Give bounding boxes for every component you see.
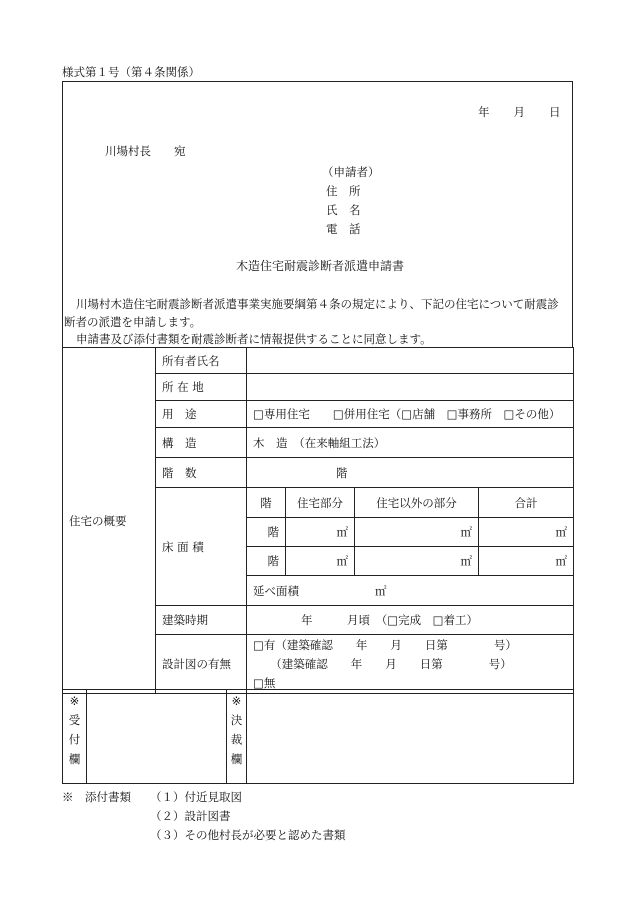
attachment-item: （１）付近見取図 (150, 790, 242, 804)
owner-label: 所有者氏名 (156, 348, 247, 374)
date-day: 日 (549, 105, 561, 119)
attachment-item: （２）設計図書 (150, 809, 231, 823)
floor-table-header-non-residential: 住宅以外の部分 (355, 488, 479, 518)
design-options[interactable] (247, 635, 574, 694)
design-line-1: □有（建築確認 年 月 日第 号） (253, 638, 517, 652)
owner-field[interactable] (247, 348, 574, 374)
total-area-label: 延べ面積 (253, 583, 299, 598)
design-label: 設計図の有無 (156, 635, 247, 694)
floor-row-1-floor[interactable]: 階 (247, 518, 286, 547)
reception-field[interactable] (87, 690, 227, 784)
use-label: 用 途 (156, 401, 247, 428)
reception-label-cell (63, 690, 87, 784)
consent-text: 申請書及び添付書類を耐震診断者に情報提供することに同意します。 (76, 332, 432, 346)
reception-decision-table (62, 689, 574, 784)
floor-row-1-residential[interactable]: ㎡ (286, 518, 355, 547)
built-label: 建築時期 (156, 606, 247, 635)
body-text-line2: 断者の派遣を申請します。 (64, 315, 202, 329)
floor-row-2-floor[interactable]: 階 (247, 547, 286, 576)
location-field[interactable] (247, 374, 574, 401)
built-field[interactable] (247, 606, 574, 635)
use-options[interactable]: □専用住宅 □併用住宅（□店舗 □事務所 □その他） (247, 401, 574, 428)
floor-area-label: 床 面 積 (156, 488, 247, 606)
date-year: 年 (478, 105, 490, 119)
floor-row-2-total[interactable]: ㎡ (479, 547, 574, 576)
addressee: 川場村長 宛 (105, 144, 186, 158)
housing-overview-table (62, 347, 574, 694)
floor-row-2-residential[interactable]: ㎡ (286, 547, 355, 576)
applicant-name-label: 氏 名 (326, 203, 361, 217)
applicant-heading: （申請者） (322, 165, 380, 179)
date-line (478, 104, 561, 120)
reception-label: 受付欄 (67, 714, 82, 773)
body-text-line1: 川場村木造住宅耐震診断者派遣事業実施要綱第４条の規定により、下記の住宅について耐震診 (76, 297, 559, 311)
overview-section-label: 住宅の概要 (63, 348, 156, 694)
floor-table-header-total: 合計 (479, 488, 574, 518)
floor-table-header-floor: 階 (247, 488, 286, 518)
document-title: 木造住宅耐震診断者派遣申請書 (236, 259, 405, 273)
attachment-item: （３）その他村長が必要と認めた書類 (150, 828, 346, 842)
total-area-unit: ㎡ (375, 583, 387, 598)
floors-label: 階 数 (156, 458, 247, 488)
decision-label: 決裁欄 (229, 714, 244, 773)
applicant-address-label: 住 所 (326, 184, 361, 198)
decision-mark: ※ (231, 694, 242, 708)
floor-row-1-non-residential[interactable]: ㎡ (355, 518, 479, 547)
floor-row-1-total[interactable]: ㎡ (479, 518, 574, 547)
floor-row-2-non-residential[interactable]: ㎡ (355, 547, 479, 576)
structure-value: 木 造 （在来軸組工法） (247, 428, 574, 458)
floor-table-header-residential: 住宅部分 (286, 488, 355, 518)
date-month: 月 (513, 105, 525, 119)
design-line-3: □無 (253, 676, 276, 690)
reception-mark: ※ (69, 694, 80, 708)
form-number: 様式第１号（第４条関係） (62, 65, 200, 79)
decision-field[interactable] (247, 690, 574, 784)
floors-unit: 階 (336, 465, 348, 480)
structure-label: 構 造 (156, 428, 247, 458)
applicant-phone-label: 電 話 (326, 222, 361, 236)
design-line-2: （建築確認 年 月 日第 号） (253, 657, 512, 671)
location-label: 所 在 地 (156, 374, 247, 401)
attachments-heading: ※ 添付書類 (62, 790, 131, 804)
total-area-field[interactable] (247, 576, 574, 606)
built-value: 年 月頃 （□完成 □着工） (301, 613, 478, 627)
decision-label-cell (227, 690, 247, 784)
floors-field[interactable] (247, 458, 574, 488)
